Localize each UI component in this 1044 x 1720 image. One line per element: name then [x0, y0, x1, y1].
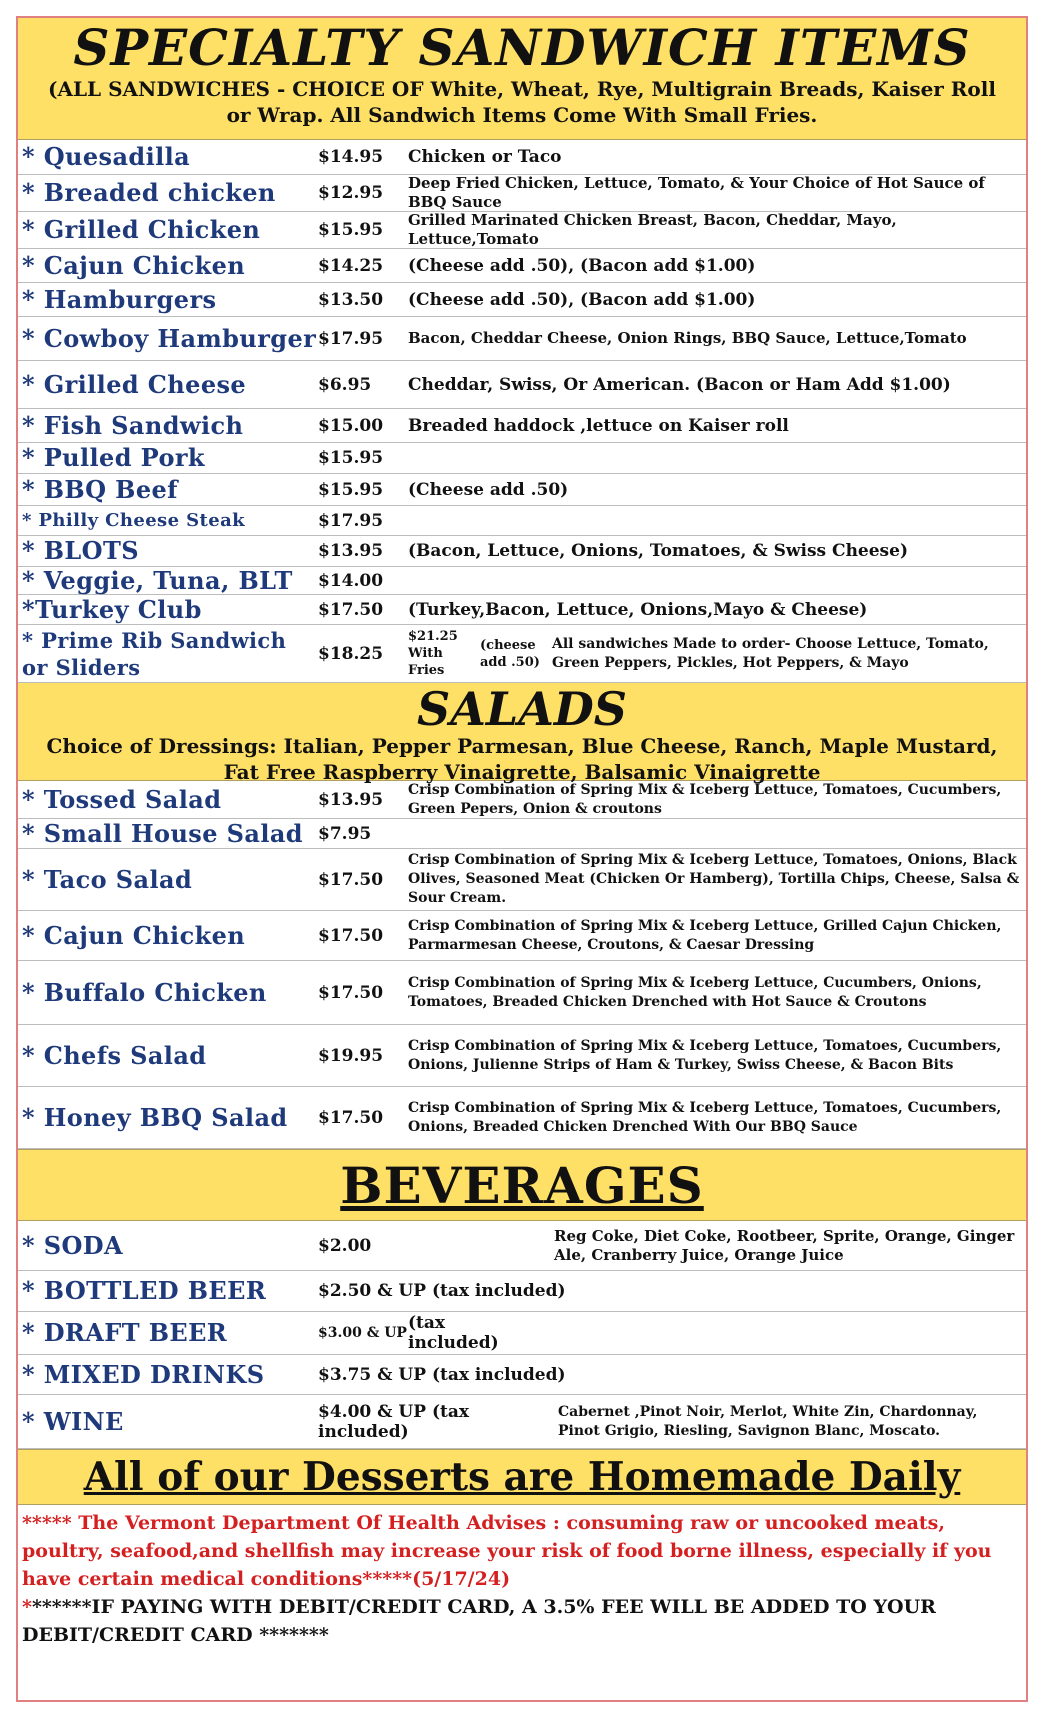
- item-price: $18.25: [318, 643, 384, 664]
- item-description: Cabernet ,Pinot Noir, Merlot, White Zin, Chardonnay, Pinot Grigio, Riesling, Savignon Blanc, Moscato.: [558, 1403, 978, 1439]
- menu-row-draft-beer: [18, 1312, 1026, 1355]
- item-name: * DRAFT BEER: [22, 1318, 228, 1347]
- menu-row: [18, 361, 1026, 409]
- item-name: * Cajun Chicken: [22, 250, 246, 280]
- salads-header: [18, 682, 1026, 784]
- salads-section-title: SALADS: [416, 682, 628, 736]
- beverages-section-title: BEVERAGES: [340, 1156, 704, 1215]
- item-name: * WINE: [22, 1406, 124, 1436]
- item-price: $14.00: [318, 570, 384, 591]
- menu-page: [16, 16, 1028, 1702]
- item-price: $13.95: [318, 789, 384, 810]
- item-name: * Chefs Salad: [22, 1040, 207, 1070]
- notices: [18, 1505, 1026, 1649]
- item-name: *Turkey Club: [22, 594, 202, 624]
- menu-row: [18, 317, 1026, 361]
- menu-row-mixed-drinks: [18, 1355, 1026, 1395]
- menu-row: [18, 595, 1026, 625]
- item-description: Crisp Combination of Spring Mix & Iceberg Lettuce, Tomatoes, Cucumbers, Onions, Breaded Chicken Drenched With Our BBQ Sauce: [408, 1099, 1002, 1135]
- menu-row: [18, 443, 1026, 474]
- menu-row: [18, 1025, 1026, 1087]
- item-name: * Buffalo Chicken: [22, 977, 267, 1007]
- item-description: (Cheese add .50), (Bacon add $1.00): [408, 289, 756, 310]
- item-price: $3.75 & UP (tax included): [318, 1364, 566, 1385]
- item-description: All sandwiches Made to order- Choose Lettuce, Tomato, Green Peppers, Pickles, Hot Peppers, & Mayo: [552, 635, 989, 671]
- item-description: Crisp Combination of Spring Mix & Iceberg Lettuce, Tomatoes, Cucumbers, Onions, Julienne Strips of Ham & Turkey, Swiss Cheese, & Bacon Bits: [408, 1037, 1002, 1073]
- item-name: * Cowboy Hamburger: [22, 323, 317, 353]
- item-name: * Hamburgers: [22, 284, 217, 314]
- item-price: $6.95: [318, 374, 372, 395]
- item-price: $15.95: [318, 479, 384, 500]
- menu-row: [18, 1087, 1026, 1149]
- menu-row: [18, 212, 1026, 249]
- item-price: $17.50: [318, 925, 384, 946]
- item-price: $2.50 & UP (tax included): [318, 1281, 566, 1301]
- item-description: (Bacon, Lettuce, Onions, Tomatoes, & Swiss Cheese): [408, 541, 908, 561]
- menu-row: [18, 781, 1026, 819]
- menu-row: [18, 849, 1026, 911]
- item-description: Breaded haddock ,lettuce on Kaiser roll: [408, 415, 789, 436]
- menu-row-wine: [18, 1395, 1026, 1449]
- menu-row: [18, 283, 1026, 317]
- dressing-choices: Choice of Dressings: Italian, Pepper Parmesan, Blue Cheese, Ranch, Maple Mustard, Fat Free Raspberry Vinaigrette, Balsamic Vinaigrette: [46, 734, 998, 784]
- sandwich-list: [18, 140, 1026, 625]
- card-fee-text: ******IF PAYING WITH DEBIT/CREDIT CARD, A 3.5% FEE WILL BE ADDED TO YOUR DEBIT/CREDIT CARD *******: [22, 1596, 936, 1646]
- menu-row: [18, 567, 1026, 595]
- item-name: * BOTTLED BEER: [22, 1276, 267, 1305]
- item-price: $14.95: [318, 147, 384, 167]
- item-name: * Taco Salad: [22, 864, 193, 894]
- health-advisory: ***** The Vermont Department Of Health Advises : consuming raw or uncooked meats, poultry, seafood,and shellfish may increase your risk of food borne illness, especially if you have certain medical conditions*****(5/17/24): [22, 1512, 992, 1590]
- item-note: (tax included): [408, 1313, 499, 1353]
- item-name: * Honey BBQ Salad: [22, 1102, 288, 1132]
- menu-row-prime-rib: [18, 625, 1026, 683]
- menu-row: [18, 819, 1026, 849]
- prime-rib-fries-price: $21.25 With Fries: [408, 629, 458, 678]
- item-description: (Cheese add .50), (Bacon add $1.00): [408, 255, 756, 276]
- item-price: $17.95: [318, 510, 384, 531]
- item-price: $15.95: [318, 220, 384, 240]
- menu-row-soda: [18, 1221, 1026, 1271]
- salad-list: [18, 781, 1026, 1149]
- menu-row: [18, 409, 1026, 443]
- item-description: Chicken or Taco: [408, 147, 562, 167]
- item-description: (Turkey,Bacon, Lettuce, Onions,Mayo & Cheese): [408, 599, 868, 620]
- item-description: Crisp Combination of Spring Mix & Iceberg Lettuce, Tomatoes, Onions, Black Olives, Seasoned Meat (Chicken Or Hamberg), Tortilla Chips, Cheese, Salsa & Sour Cream.: [408, 852, 1020, 906]
- item-description: Crisp Combination of Spring Mix & Iceberg Lettuce, Tomatoes, Cucumbers, Green Pepers, Onion & croutons: [408, 781, 1002, 817]
- menu-row: [18, 506, 1026, 536]
- card-fee-star: *: [22, 1596, 32, 1618]
- item-name: * Prime Rib Sandwich or Sliders: [22, 627, 287, 680]
- item-price: $13.50: [318, 289, 384, 310]
- item-description: Crisp Combination of Spring Mix & Iceberg Lettuce, Cucumbers, Onions, Tomatoes, Breaded Chicken Drenched with Hot Sauce & Croutons: [408, 974, 982, 1010]
- menu-row: [18, 175, 1026, 212]
- item-description: Crisp Combination of Spring Mix & Iceberg Lettuce, Grilled Cajun Chicken, Parmarmesan Cheese, Croutons, & Caesar Dressing: [408, 917, 1002, 953]
- menu-row: [18, 249, 1026, 283]
- sandwich-section-title: SPECIALTY SANDWICH ITEMS: [73, 18, 971, 77]
- item-name: * Grilled Cheese: [22, 369, 247, 399]
- sandwich-header: [18, 18, 1026, 140]
- item-name: * Cajun Chicken: [22, 920, 246, 950]
- item-price: $15.00: [318, 415, 384, 436]
- item-price: $14.25: [318, 255, 384, 276]
- menu-row-bottled-beer: [18, 1271, 1026, 1312]
- item-name: * BLOTS: [22, 536, 139, 565]
- item-name: * Grilled Chicken: [22, 215, 261, 244]
- item-description: Deep Fried Chicken, Lettuce, Tomato, & Your Choice of Hot Sauce of BBQ Sauce: [408, 174, 985, 211]
- menu-row: [18, 961, 1026, 1025]
- desserts-banner: [18, 1449, 1026, 1505]
- item-name: * SODA: [22, 1230, 123, 1260]
- item-name: * Breaded chicken: [22, 178, 276, 207]
- item-description: Cheddar, Swiss, Or American. (Bacon or Ham Add $1.00): [408, 374, 951, 395]
- item-name: * MIXED DRINKS: [22, 1359, 265, 1389]
- menu-row: [18, 140, 1026, 175]
- item-description: (Cheese add .50): [408, 479, 569, 500]
- item-price: $7.95: [318, 823, 372, 844]
- item-price: $4.00 & UP (tax included): [318, 1401, 469, 1442]
- menu-row: [18, 536, 1026, 567]
- item-name: * Philly Cheese Steak: [22, 509, 246, 531]
- card-fee-notice: [22, 1593, 1022, 1649]
- item-price: $2.00: [318, 1235, 372, 1256]
- item-price: $12.95: [318, 183, 384, 203]
- item-price: $15.95: [318, 448, 384, 468]
- beverages-header: [18, 1149, 1026, 1221]
- item-price: $3.00 & UP: [318, 1324, 407, 1341]
- item-name: * Veggie, Tuna, BLT: [22, 565, 293, 595]
- item-price: $17.50: [318, 982, 384, 1003]
- item-name: * Pulled Pork: [22, 443, 205, 472]
- desserts-title: All of our Desserts are Homemade Daily: [83, 1454, 961, 1500]
- item-description: Grilled Marinated Chicken Breast, Bacon, Cheddar, Mayo, Lettuce,Tomato: [408, 211, 897, 248]
- item-name: * Fish Sandwich: [22, 410, 244, 440]
- item-name: * Quesadilla: [22, 142, 191, 171]
- menu-row: [18, 474, 1026, 506]
- item-name: * BBQ Beef: [22, 474, 178, 504]
- item-price: $17.50: [318, 869, 384, 890]
- item-price: $13.95: [318, 541, 384, 561]
- menu-row: [18, 911, 1026, 961]
- item-description: Bacon, Cheddar Cheese, Onion Rings, BBQ Sauce, Lettuce,Tomato: [408, 329, 967, 347]
- item-price: $17.50: [318, 1107, 384, 1128]
- prime-rib-cheese-note: (cheese add .50): [480, 637, 540, 670]
- item-price: $17.95: [318, 328, 384, 349]
- item-name: * Small House Salad: [22, 818, 303, 848]
- item-price: $19.95: [318, 1045, 384, 1066]
- item-name: * Tossed Salad: [22, 784, 222, 814]
- item-description: Reg Coke, Diet Coke, Rootbeer, Sprite, Orange, Ginger Ale, Cranberry Juice, Orange Juice: [554, 1226, 1015, 1264]
- bread-choice-note: (ALL SANDWICHES - CHOICE OF White, Wheat, Rye, Multigrain Breads, Kaiser Roll or Wrap. All Sandwich Items Come With Small Fries.: [48, 77, 996, 127]
- item-price: $17.50: [318, 599, 384, 620]
